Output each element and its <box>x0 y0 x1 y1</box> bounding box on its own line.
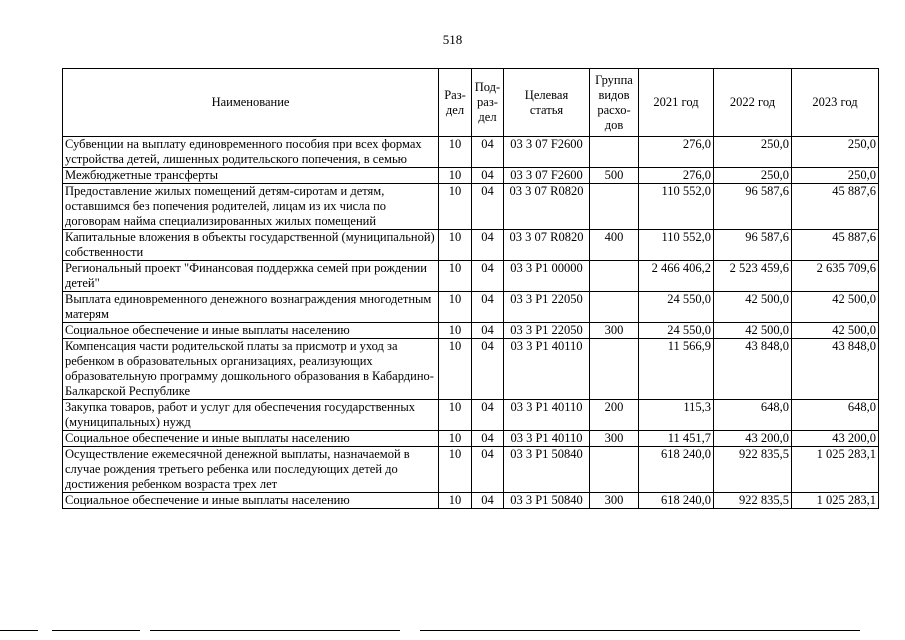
cell-name: Осуществление ежемесячной денежной выплаты, назначаемой в случае рождения третьего ребенка или последующих детей до достижения ребенком возраста трех лет <box>63 447 439 493</box>
table-row <box>63 493 879 509</box>
header-name: Наименование <box>63 69 439 137</box>
cell-section: 10 <box>439 230 472 261</box>
cell-y2023: 42 500,0 <box>792 323 879 339</box>
cell-name: Социальное обеспечение и иные выплаты населению <box>63 323 439 339</box>
cell-target: 03 3 07 F2600 <box>504 168 590 184</box>
cell-group <box>590 447 639 493</box>
header-subsection-text: Под- раз- дел <box>474 80 501 124</box>
cell-subsection: 04 <box>472 137 504 168</box>
table-row <box>63 292 879 323</box>
cell-name: Капитальные вложения в объекты государственной (муниципальной) собственности <box>63 230 439 261</box>
cell-subsection: 04 <box>472 230 504 261</box>
header-section <box>439 69 472 137</box>
cell-y2021: 276,0 <box>639 168 714 184</box>
cell-y2023: 1 025 283,1 <box>792 447 879 493</box>
cell-name: Социальное обеспечение и иные выплаты населению <box>63 431 439 447</box>
header-2022: 2022 год <box>714 69 792 137</box>
header-row <box>63 69 879 137</box>
cell-section: 10 <box>439 184 472 230</box>
cell-name: Социальное обеспечение и иные выплаты населению <box>63 493 439 509</box>
cell-y2023: 1 025 283,1 <box>792 493 879 509</box>
cell-target: 03 3 P1 22050 <box>504 323 590 339</box>
header-target-text: Целевая статья <box>524 87 569 117</box>
cell-y2022: 96 587,6 <box>714 184 792 230</box>
header-2023: 2023 год <box>792 69 879 137</box>
cell-y2022: 2 523 459,6 <box>714 261 792 292</box>
cell-y2021: 110 552,0 <box>639 184 714 230</box>
cell-y2022: 250,0 <box>714 168 792 184</box>
cell-y2021: 11 451,7 <box>639 431 714 447</box>
cell-subsection: 04 <box>472 184 504 230</box>
page-number: 518 <box>442 32 463 47</box>
cell-y2021: 24 550,0 <box>639 323 714 339</box>
cell-group: 300 <box>590 323 639 339</box>
cell-name: Закупка товаров, работ и услуг для обеспечения государственных (муниципальных) нужд <box>63 400 439 431</box>
table-row <box>63 323 879 339</box>
cell-target: 03 3 07 F2600 <box>504 137 590 168</box>
cell-section: 10 <box>439 261 472 292</box>
cell-y2023: 43 848,0 <box>792 339 879 400</box>
header-section-text: Раз- дел <box>444 87 466 117</box>
header-target <box>504 69 590 137</box>
cell-y2023: 250,0 <box>792 168 879 184</box>
cell-y2023: 250,0 <box>792 137 879 168</box>
table-row <box>63 400 879 431</box>
cell-subsection: 04 <box>472 493 504 509</box>
cell-section: 10 <box>439 168 472 184</box>
cell-target: 03 3 07 R0820 <box>504 184 590 230</box>
cell-subsection: 04 <box>472 168 504 184</box>
cell-group <box>590 261 639 292</box>
cell-group: 500 <box>590 168 639 184</box>
cell-target: 03 3 P1 40110 <box>504 400 590 431</box>
cell-section: 10 <box>439 137 472 168</box>
cell-name: Компенсация части родительской платы за присмотр и уход за ребенком в образовательных организациях, реализующих образовательную программу дошкольного образования в Кабардино-Балкарской Республике <box>63 339 439 400</box>
cell-name: Выплата единовременного денежного вознаграждения многодетным матерям <box>63 292 439 323</box>
budget-table <box>62 68 879 509</box>
cell-target: 03 3 07 R0820 <box>504 230 590 261</box>
cell-subsection: 04 <box>472 400 504 431</box>
cell-group <box>590 339 639 400</box>
cell-section: 10 <box>439 339 472 400</box>
cell-section: 10 <box>439 400 472 431</box>
header-group <box>590 69 639 137</box>
table-row <box>63 184 879 230</box>
cell-name: Межбюджетные трансферты <box>63 168 439 184</box>
cell-target: 03 3 P1 50840 <box>504 493 590 509</box>
cell-group: 300 <box>590 493 639 509</box>
cell-target: 03 3 P1 22050 <box>504 292 590 323</box>
cell-y2023: 42 500,0 <box>792 292 879 323</box>
cell-y2023: 2 635 709,6 <box>792 261 879 292</box>
cell-y2023: 648,0 <box>792 400 879 431</box>
cell-y2022: 250,0 <box>714 137 792 168</box>
cell-group <box>590 292 639 323</box>
header-group-text: Группа видов расхо- дов <box>595 72 633 132</box>
cell-target: 03 3 P1 00000 <box>504 261 590 292</box>
cell-y2023: 45 887,6 <box>792 184 879 230</box>
table-row <box>63 230 879 261</box>
cell-y2021: 618 240,0 <box>639 493 714 509</box>
cell-y2021: 115,3 <box>639 400 714 431</box>
cell-group <box>590 184 639 230</box>
cell-section: 10 <box>439 493 472 509</box>
page-bottom-edge <box>0 630 905 632</box>
cell-y2021: 11 566,9 <box>639 339 714 400</box>
cell-y2022: 648,0 <box>714 400 792 431</box>
cell-subsection: 04 <box>472 261 504 292</box>
cell-name: Региональный проект "Финансовая поддержка семей при рождении детей" <box>63 261 439 292</box>
cell-section: 10 <box>439 447 472 493</box>
cell-y2021: 110 552,0 <box>639 230 714 261</box>
cell-subsection: 04 <box>472 323 504 339</box>
cell-y2022: 42 500,0 <box>714 292 792 323</box>
cell-target: 03 3 P1 40110 <box>504 431 590 447</box>
cell-y2021: 276,0 <box>639 137 714 168</box>
cell-y2022: 43 848,0 <box>714 339 792 400</box>
cell-name: Субвенции на выплату единовременного пособия при всех формах устройства детей, лишенных родительского попечения, в семью <box>63 137 439 168</box>
cell-y2021: 24 550,0 <box>639 292 714 323</box>
header-subsection <box>472 69 504 137</box>
table-row <box>63 447 879 493</box>
table-body <box>63 137 879 509</box>
cell-subsection: 04 <box>472 447 504 493</box>
cell-group: 200 <box>590 400 639 431</box>
cell-group: 300 <box>590 431 639 447</box>
cell-section: 10 <box>439 431 472 447</box>
cell-subsection: 04 <box>472 292 504 323</box>
cell-y2022: 922 835,5 <box>714 447 792 493</box>
cell-y2022: 42 500,0 <box>714 323 792 339</box>
cell-y2022: 43 200,0 <box>714 431 792 447</box>
cell-y2021: 2 466 406,2 <box>639 261 714 292</box>
cell-y2022: 922 835,5 <box>714 493 792 509</box>
cell-group: 400 <box>590 230 639 261</box>
cell-y2022: 96 587,6 <box>714 230 792 261</box>
table-row <box>63 261 879 292</box>
table-row <box>63 168 879 184</box>
cell-name: Предоставление жилых помещений детям-сиротам и детям, оставшимся без попечения родителей, лицам из их числа по договорам найма специализированных жилых помещений <box>63 184 439 230</box>
cell-subsection: 04 <box>472 431 504 447</box>
cell-y2021: 618 240,0 <box>639 447 714 493</box>
cell-subsection: 04 <box>472 339 504 400</box>
table-row <box>63 137 879 168</box>
cell-target: 03 3 P1 50840 <box>504 447 590 493</box>
cell-section: 10 <box>439 292 472 323</box>
cell-target: 03 3 P1 40110 <box>504 339 590 400</box>
cell-group <box>590 137 639 168</box>
table-row <box>63 339 879 400</box>
table-row <box>63 431 879 447</box>
header-2021: 2021 год <box>639 69 714 137</box>
cell-section: 10 <box>439 323 472 339</box>
cell-y2023: 45 887,6 <box>792 230 879 261</box>
cell-y2023: 43 200,0 <box>792 431 879 447</box>
